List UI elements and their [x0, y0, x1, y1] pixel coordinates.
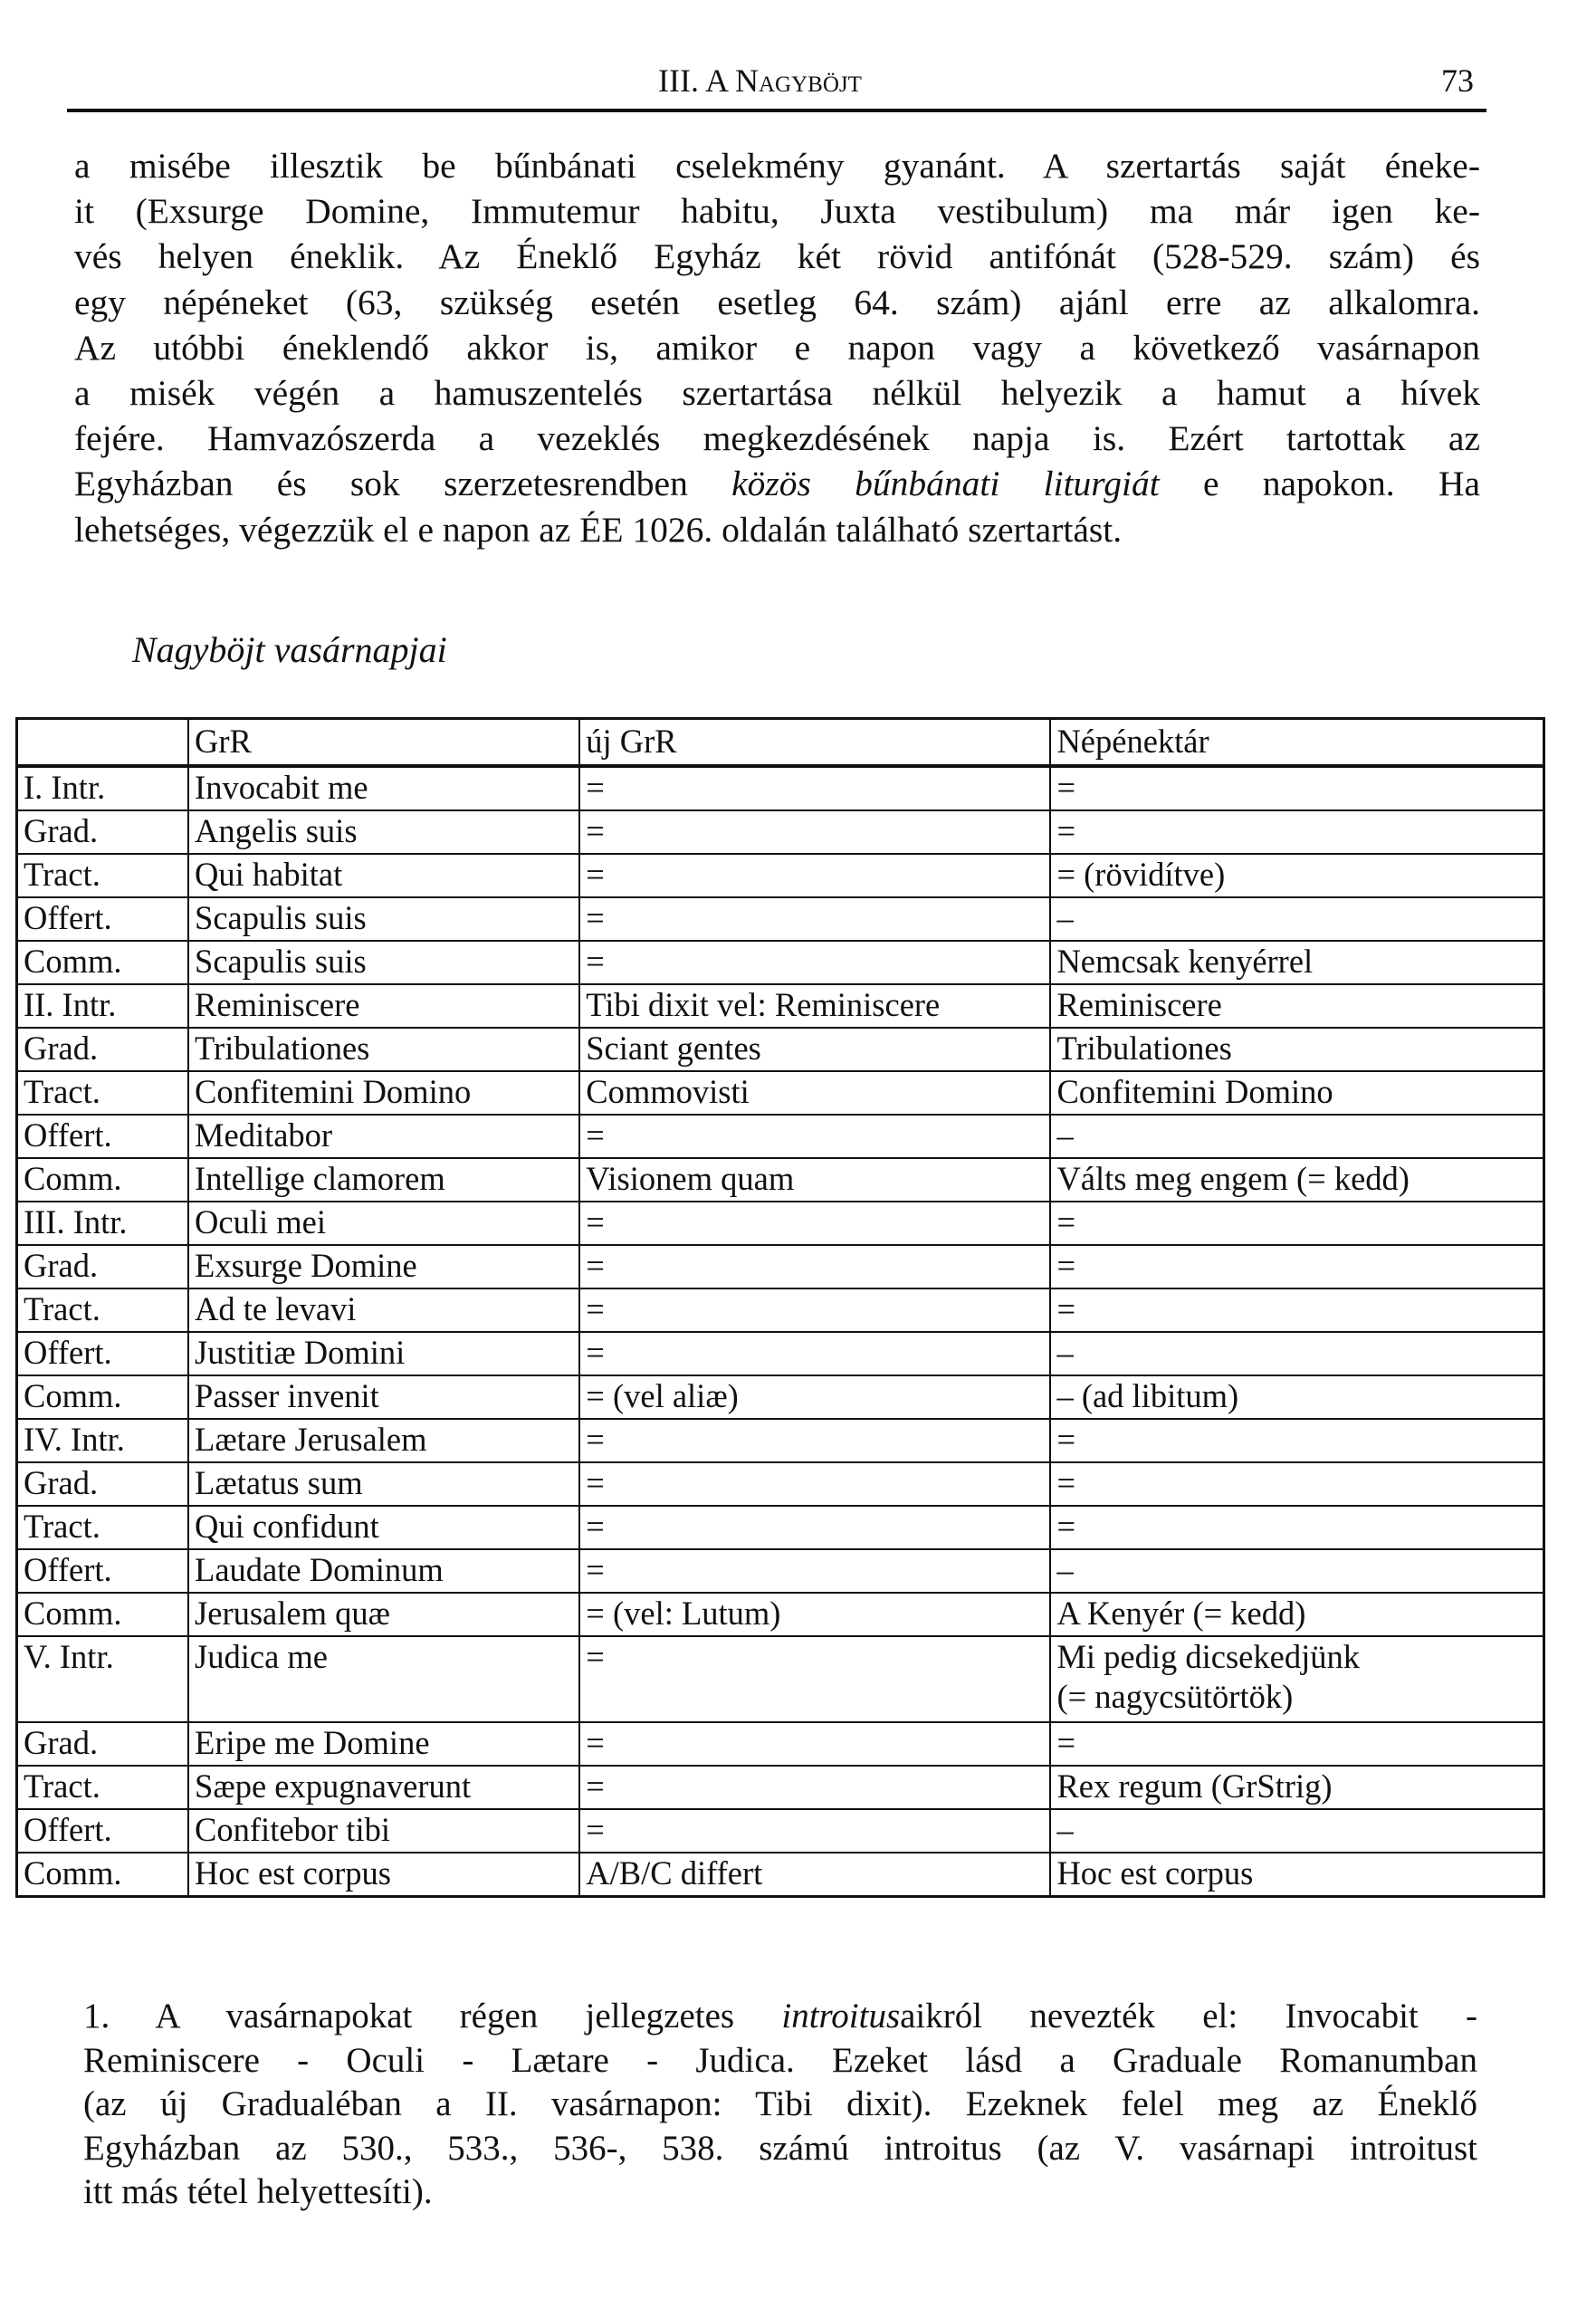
cell-grr: Oculi mei: [188, 1202, 579, 1245]
cell-nepenektar: –: [1050, 1549, 1543, 1593]
chapter-roman: III. A: [658, 62, 735, 99]
cell-grr: Intellige clamorem: [188, 1158, 579, 1202]
cell-part: Tract.: [17, 1766, 189, 1809]
cell-nepenektar: –: [1050, 1332, 1543, 1375]
cell-new-grr: =: [579, 810, 1050, 854]
cell-part: Grad.: [17, 1462, 189, 1506]
cell-part: Comm.: [17, 1375, 189, 1419]
cell-new-grr: =: [579, 766, 1050, 810]
body-line: fejére. Hamvazószerda a vezeklés megkezdésének napja is. Ezért tartottak az: [74, 418, 1480, 459]
column-header-part: [17, 719, 189, 767]
table-row: [17, 1722, 1544, 1766]
cell-nepenektar: =: [1050, 1722, 1543, 1766]
cell-new-grr: =: [579, 1332, 1050, 1375]
table-caption: Nagyböjt vasárnapjai: [132, 629, 447, 670]
cell-part: Tract.: [17, 1506, 189, 1549]
cell-nepenektar: Tribulationes: [1050, 1028, 1543, 1071]
page-number: 73: [1441, 62, 1474, 99]
table-row: [17, 1549, 1544, 1593]
cell-nepenektar: [1050, 1636, 1543, 1722]
cell-grr: Ad te levavi: [188, 1288, 579, 1332]
cell-new-grr: =: [579, 1462, 1050, 1506]
table-row: [17, 1375, 1544, 1419]
body-line: it (Exsurge Domine, Immutemur habitu, Juxta vestibulum) ma már igen ke-: [74, 191, 1480, 232]
cell-part: Offert.: [17, 1115, 189, 1158]
cell-nepenektar: Nemcsak kenyérrel: [1050, 941, 1543, 984]
column-header-grr: GrR: [188, 719, 579, 767]
table-row: [17, 941, 1544, 984]
cell-grr: Scapulis suis: [188, 897, 579, 941]
body-line: egy népéneket (63, szükség esetén esetleg 64. szám) ajánl erre az alkalomra.: [74, 282, 1480, 322]
cell-part: Offert.: [17, 1549, 189, 1593]
body-line: a misébe illesztik be bűnbánati cselekmény gyanánt. A szertartás saját éneke-: [74, 146, 1480, 186]
chapter-title: [658, 62, 862, 100]
cell-nepenektar: =: [1050, 1202, 1543, 1245]
table-row: [17, 1636, 1544, 1722]
cell-grr: Judica me: [188, 1636, 579, 1722]
body-text: Egyházban és sok szerzetesrendben: [74, 464, 732, 504]
cell-nepenektar: =: [1050, 1288, 1543, 1332]
cell-grr: Confitemini Domino: [188, 1071, 579, 1115]
cell-grr: Justitiæ Domini: [188, 1332, 579, 1375]
footnote-line: Egyházban az 530., 533., 536-, 538. számú introitus (az V. vasárnapi introitust: [83, 2128, 1477, 2168]
lent-sundays-table: [15, 717, 1545, 1898]
body-line: lehetséges, végezzük el e napon az ÉE 1026. oldalán található szertartást.: [74, 509, 1123, 550]
cell-grr: Tribulationes: [188, 1028, 579, 1071]
cell-part: Tract.: [17, 854, 189, 897]
cell-nepenektar: = (rövidítve): [1050, 854, 1543, 897]
cell-new-grr: Commovisti: [579, 1071, 1050, 1115]
cell-new-grr: =: [579, 1636, 1050, 1722]
cell-grr: Sæpe expugnaverunt: [188, 1766, 579, 1809]
table-row: [17, 1766, 1544, 1809]
cell-grr: Jerusalem quæ: [188, 1593, 579, 1636]
cell-nepenektar: =: [1050, 810, 1543, 854]
cell-new-grr: = (vel: Lutum): [579, 1593, 1050, 1636]
cell-part: Grad.: [17, 1722, 189, 1766]
cell-grr: Reminiscere: [188, 984, 579, 1028]
header-rule: [67, 109, 1486, 112]
body-line: [74, 461, 1480, 506]
body-text: e napokon. Ha: [1159, 464, 1480, 504]
cell-new-grr: =: [579, 1766, 1050, 1809]
cell-new-grr: =: [579, 1245, 1050, 1288]
cell-part: Comm.: [17, 1158, 189, 1202]
cell-part: IV. Intr.: [17, 1419, 189, 1462]
cell-part: II. Intr.: [17, 984, 189, 1028]
table-row: [17, 984, 1544, 1028]
cell-grr: Confitebor tibi: [188, 1809, 579, 1853]
cell-new-grr: =: [579, 1115, 1050, 1158]
running-head: [67, 56, 1486, 110]
cell-part: Grad.: [17, 1245, 189, 1288]
body-paragraph: [74, 143, 1480, 552]
table-row: [17, 810, 1544, 854]
body-emphasis: közös bűnbánati liturgiát: [731, 464, 1160, 504]
table-row: [17, 1593, 1544, 1636]
cell-part: Comm.: [17, 1853, 189, 1897]
cell-nepenektar: =: [1050, 1419, 1543, 1462]
cell-part: Offert.: [17, 1809, 189, 1853]
cell-new-grr: =: [579, 1722, 1050, 1766]
cell-grr: Lætatus sum: [188, 1462, 579, 1506]
cell-part: Tract.: [17, 1288, 189, 1332]
cell-line: (= nagycsütörtök): [1056, 1678, 1294, 1715]
cell-part: Comm.: [17, 941, 189, 984]
footnote-text: 1. A vasárnapokat régen jellegzetes: [83, 1997, 782, 2035]
column-header-nepenektar: Népénektár: [1050, 719, 1543, 767]
table-row: [17, 897, 1544, 941]
table-row: [17, 854, 1544, 897]
cell-part: III. Intr.: [17, 1202, 189, 1245]
cell-grr: Qui habitat: [188, 854, 579, 897]
table-row: [17, 1419, 1544, 1462]
body-line: a misék végén a hamuszentelés szertartása nélkül helyezik a hamut a hívek: [74, 372, 1480, 413]
cell-grr: Lætare Jerusalem: [188, 1419, 579, 1462]
cell-new-grr: A/B/C differt: [579, 1853, 1050, 1897]
footnote-line: [83, 1995, 1477, 2039]
cell-new-grr: Sciant gentes: [579, 1028, 1050, 1071]
cell-new-grr: =: [579, 941, 1050, 984]
cell-nepenektar: =: [1050, 1506, 1543, 1549]
table-row: [17, 1202, 1544, 1245]
cell-grr: Invocabit me: [188, 766, 579, 810]
cell-nepenektar: –: [1050, 1115, 1543, 1158]
cell-new-grr: =: [579, 897, 1050, 941]
cell-part: Tract.: [17, 1071, 189, 1115]
table-row: [17, 1115, 1544, 1158]
table-row: [17, 1853, 1544, 1897]
cell-grr: Exsurge Domine: [188, 1245, 579, 1288]
cell-nepenektar: =: [1050, 766, 1543, 810]
cell-part: Comm.: [17, 1593, 189, 1636]
cell-part: Grad.: [17, 810, 189, 854]
body-line: vés helyen éneklik. Az Éneklő Egyház két rövid antifónát (528-529. szám) és: [74, 236, 1480, 277]
cell-new-grr: =: [579, 1809, 1050, 1853]
cell-line: Mi pedig dicsekedjünk: [1056, 1638, 1360, 1675]
table-row: [17, 1245, 1544, 1288]
cell-new-grr: =: [579, 1506, 1050, 1549]
cell-part: Offert.: [17, 897, 189, 941]
table-header-row: [17, 719, 1544, 767]
table-row: [17, 1462, 1544, 1506]
cell-new-grr: Visionem quam: [579, 1158, 1050, 1202]
table-row: [17, 1809, 1544, 1853]
cell-grr: Hoc est corpus: [188, 1853, 579, 1897]
cell-grr: Laudate Dominum: [188, 1549, 579, 1593]
body-line: Az utóbbi éneklendő akkor is, amikor e napon vagy a következő vasárnapon: [74, 327, 1480, 368]
cell-grr: Passer invenit: [188, 1375, 579, 1419]
cell-new-grr: Tibi dixit vel: Reminiscere: [579, 984, 1050, 1028]
table-row: [17, 1332, 1544, 1375]
cell-grr: Qui confidunt: [188, 1506, 579, 1549]
cell-grr: Eripe me Domine: [188, 1722, 579, 1766]
footnote-emphasis: introitus: [781, 1997, 901, 2035]
cell-nepenektar: A Kenyér (= kedd): [1050, 1593, 1543, 1636]
cell-part: Grad.: [17, 1028, 189, 1071]
cell-grr: Angelis suis: [188, 810, 579, 854]
table-row: [17, 766, 1544, 810]
cell-nepenektar: =: [1050, 1462, 1543, 1506]
cell-new-grr: = (vel aliæ): [579, 1375, 1050, 1419]
footnote-line: itt más tétel helyettesíti).: [83, 2172, 433, 2211]
cell-nepenektar: Rex regum (GrStrig): [1050, 1766, 1543, 1809]
footnote-text: aikról nevezték el: Invocabit -: [900, 1997, 1477, 2035]
cell-nepenektar: –: [1050, 897, 1543, 941]
cell-new-grr: =: [579, 1419, 1050, 1462]
cell-grr: Meditabor: [188, 1115, 579, 1158]
footnote: [83, 1995, 1477, 2215]
cell-nepenektar: =: [1050, 1245, 1543, 1288]
cell-part: Offert.: [17, 1332, 189, 1375]
cell-new-grr: =: [579, 854, 1050, 897]
chapter-name: Nagyböjt: [735, 62, 862, 99]
cell-nepenektar: Válts meg engem (= kedd): [1050, 1158, 1543, 1202]
column-header-new-grr: új GrR: [579, 719, 1050, 767]
cell-nepenektar: Hoc est corpus: [1050, 1853, 1543, 1897]
cell-new-grr: =: [579, 1549, 1050, 1593]
table-row: [17, 1288, 1544, 1332]
cell-part: I. Intr.: [17, 766, 189, 810]
cell-nepenektar: Confitemini Domino: [1050, 1071, 1543, 1115]
footnote-line: (az új Gradualéban a II. vasárnapon: Tibi dixit). Ezeknek felel meg az Éneklő: [83, 2084, 1477, 2123]
cell-part: V. Intr.: [17, 1636, 189, 1722]
footnote-line: Reminiscere - Oculi - Lætare - Judica. Ezeket lásd a Graduale Romanumban: [83, 2040, 1477, 2080]
cell-nepenektar: – (ad libitum): [1050, 1375, 1543, 1419]
table-row: [17, 1158, 1544, 1202]
table-row: [17, 1028, 1544, 1071]
cell-new-grr: =: [579, 1288, 1050, 1332]
cell-new-grr: =: [579, 1202, 1050, 1245]
table-row: [17, 1071, 1544, 1115]
cell-nepenektar: Reminiscere: [1050, 984, 1543, 1028]
cell-nepenektar: –: [1050, 1809, 1543, 1853]
cell-grr: Scapulis suis: [188, 941, 579, 984]
table-row: [17, 1506, 1544, 1549]
